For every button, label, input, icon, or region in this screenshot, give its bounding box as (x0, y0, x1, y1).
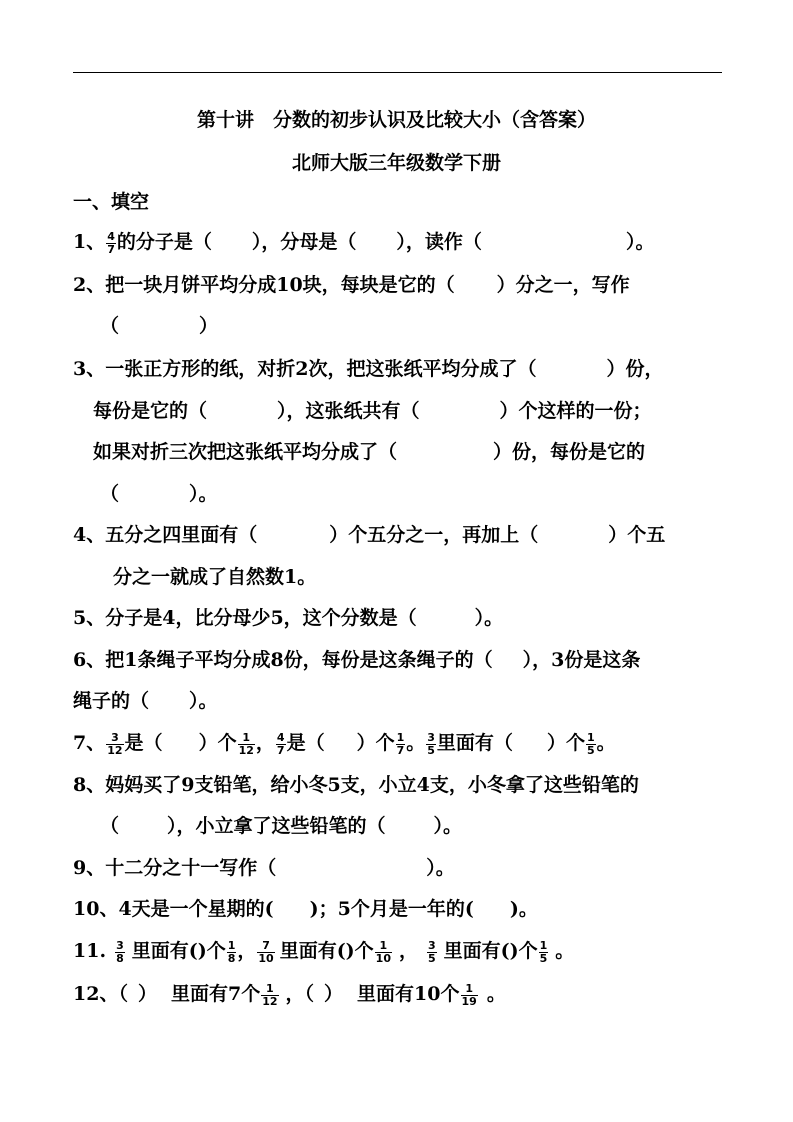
page-title: 第十讲 分数的初步认识及比较大小（含答案） (196, 109, 596, 131)
question-4: 4、五分之四里面有（ ）个五分之一，再加上（ ）个五 (73, 524, 666, 546)
question-5: 5、分子是4，比分母少5，这个分数是（ ）。 (73, 607, 504, 629)
fraction: $\frac{1}{8}$ (227, 938, 236, 965)
question-6-cont: 绳子的（ ）。 (73, 690, 218, 712)
fraction: $\frac{3}{5}$ (428, 938, 436, 965)
fraction: $\frac{1}{19}$ (461, 981, 477, 1008)
fraction: $\frac{1}{5}$ (586, 730, 595, 757)
question-11: 11. $\frac{3}{8}$ 里面有()个 $\frac{1}{8}$ ， $\frac{7}{10}$ 里面有()个 $\frac{1}{10}$ ， $\frac{3}{5}$ 里面有()个 $\frac{1}{5}$ 。 (73, 938, 575, 965)
question-9: 9、十二分之十一写作（ ）。 (73, 857, 455, 879)
fraction: $\frac{1}{5}$ (539, 938, 548, 965)
question-12: 12、（ ） 里面有7个 $\frac{1}{12}$ ，（ ） 里面有10个 $\frac{1}{19}$ 。 (73, 981, 506, 1008)
question-2: 2、把一块月饼平均分成10块，每块是它的（ ）分之一，写作 (73, 274, 630, 296)
fraction: $\frac{3}{8}$ (116, 938, 124, 965)
question-3-cont-1: 每份是它的（ ），这张纸共有（ ）个这样的一份； (93, 400, 652, 422)
section-heading: 一、填空 (73, 191, 150, 213)
question-7: 7、 $\frac{3}{12}$ 是（ ）个 $\frac{1}{12}$ ， $\frac{4}{7}$ 是（ ）个 $\frac{1}{7}$ 。 $\frac{3}{5}$ 里面有（ ）个 $\frac{1}{5}$ 。 (73, 730, 616, 757)
question-3: 3、一张正方形的纸，对折2次，把这张纸平均分成了（ ）份， (73, 358, 664, 380)
question-8: 8、妈妈买了9支铅笔，给小冬5支，小立4支，小冬拿了这些铅笔的 (73, 774, 639, 796)
fraction: $\frac{1}{10}$ (375, 938, 391, 965)
fraction: $\frac{4}{7}$ (107, 229, 115, 256)
fraction: $\frac{1}{7}$ (396, 730, 405, 757)
question-1: 1、 $\frac{4}{7}$ 的分子是（ ），分母是（ ），读作（ ）。 (73, 229, 655, 256)
fraction: $\frac{3}{12}$ (107, 730, 123, 757)
question-6: 6、把1条绳子平均分成8份，每份是这条绳子的（ ），3份是这条 (73, 649, 641, 671)
question-3-cont-3: （ ）。 (100, 483, 218, 505)
question-2-cont: （ ） (100, 315, 219, 337)
question-8-cont: （ ），小立拿了这些铅笔的（ ）。 (100, 815, 463, 837)
page-subtitle: 北师大版三年级数学下册 (291, 152, 501, 174)
fraction: $\frac{1}{12}$ (238, 730, 254, 757)
fraction: $\frac{3}{5}$ (427, 730, 435, 757)
fraction: $\frac{1}{12}$ (262, 981, 278, 1008)
question-3-cont-2: 如果对折三次把这张纸平均分成了（ ）份，每份是它的 (93, 441, 646, 463)
question-10: 10、4天是一个星期的( )；5个月是一年的( )。 (73, 898, 538, 920)
fraction: $\frac{4}{7}$ (276, 730, 285, 757)
fraction: $\frac{7}{10}$ (258, 938, 274, 965)
question-4-cont: 分之一就成了自然数1。 (113, 566, 317, 588)
header-rule (73, 72, 722, 73)
